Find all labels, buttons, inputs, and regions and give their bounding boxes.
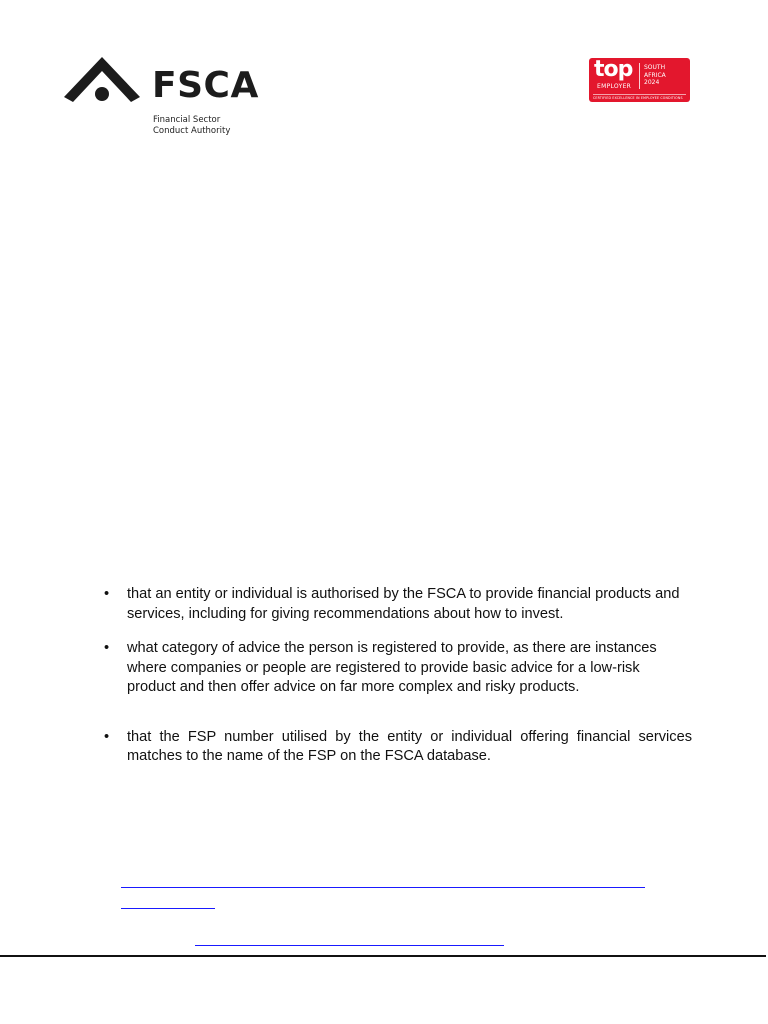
bullet-dot: • xyxy=(104,640,110,656)
badge-region xyxy=(644,64,666,87)
logo-subtitle-line2: Conduct Authority xyxy=(153,126,231,136)
list-item xyxy=(100,639,692,698)
bullet-dot: • xyxy=(104,728,110,745)
bullet-dot: • xyxy=(104,586,110,602)
badge-year: 2024 xyxy=(644,79,660,86)
bullet-text: that an entity or individual is authorised by the FSCA to provide financial products and services, including for giving recommendations about how to invest. xyxy=(127,586,680,622)
bullet-text: what category of advice the person is registered to provide, as there are instances where companies or people are registered to provide basic advice for a low-risk product and then offer advice on far more complex and risky products. xyxy=(127,640,657,695)
badge-region-line1: SOUTH xyxy=(644,64,666,71)
logo-subtitle-line1: Financial Sector xyxy=(153,115,221,125)
footer-divider xyxy=(0,955,766,957)
top-employer-badge xyxy=(589,58,690,102)
badge-divider xyxy=(639,63,640,89)
list-item xyxy=(100,728,692,767)
verification-bullet-list xyxy=(100,585,692,767)
logo-wordmark: FSCA xyxy=(152,65,259,106)
list-item xyxy=(100,585,692,624)
badge-employer-label: EMPLOYER xyxy=(597,83,632,90)
badge-tagline: CERTIFIED EXCELLENCE IN EMPLOYEE CONDITIONS xyxy=(593,94,686,100)
hyperlink-underline[interactable] xyxy=(195,945,504,946)
badge-top-wordmark: top xyxy=(594,58,633,82)
logo-subtitle xyxy=(153,115,230,137)
badge-region-line2: AFRICA xyxy=(644,71,666,79)
hyperlink-underline[interactable] xyxy=(121,887,645,888)
bullet-text: that the FSP number utilised by the entity or individual offering financial services matches to the name of the FSP on the FSCA database. xyxy=(127,728,692,764)
hyperlink-underline[interactable] xyxy=(121,908,215,909)
fsca-house-icon xyxy=(64,56,144,106)
